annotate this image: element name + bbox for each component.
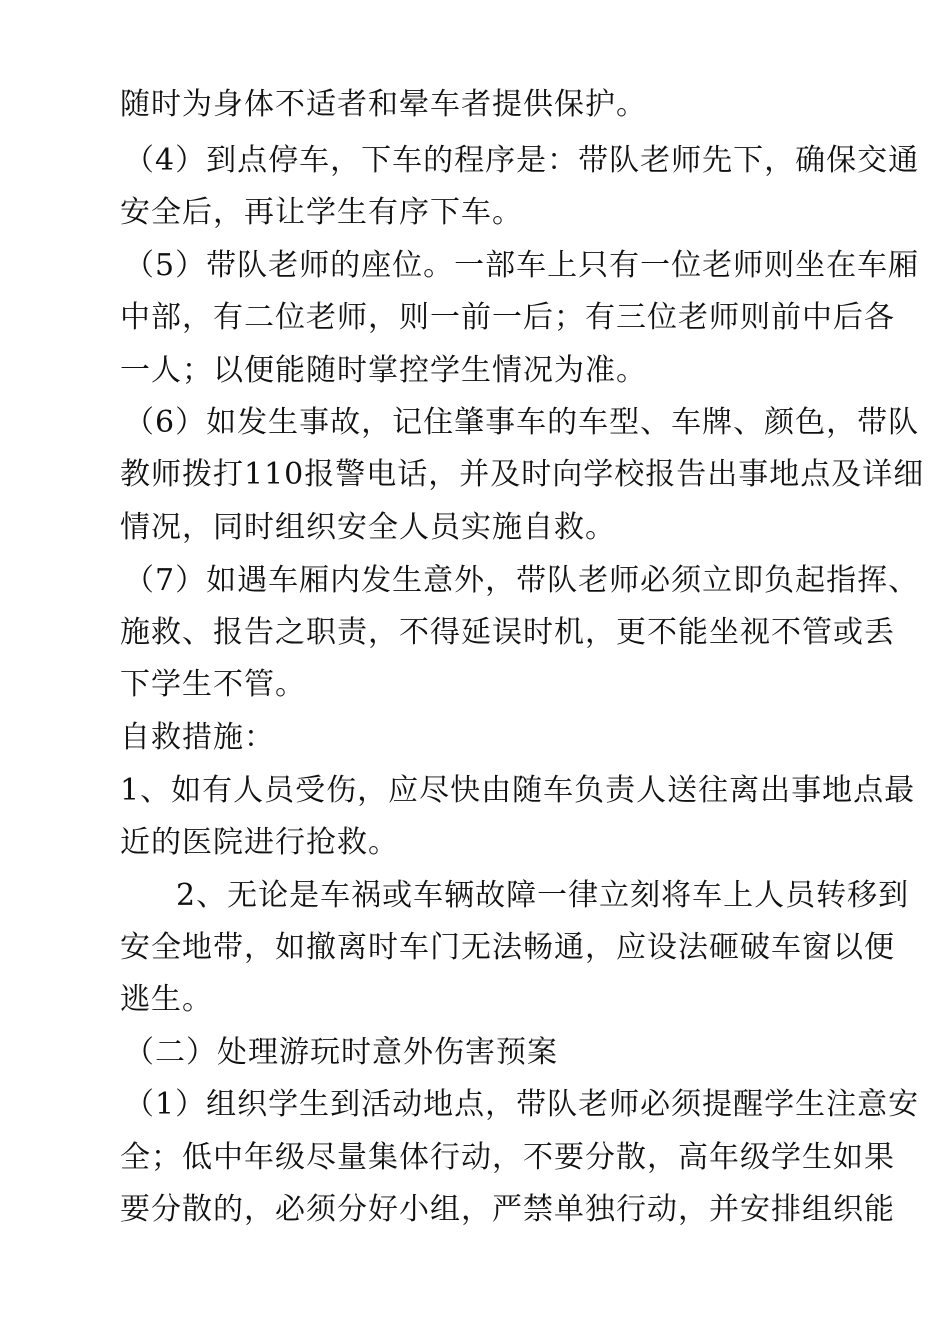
- text-line-1: 随时为身体不适者和晕车者提供保护。: [120, 87, 647, 122]
- text-line-10: （7）如遇车厢内发生意外，带队老师必须立即负起指挥、: [124, 563, 920, 598]
- text-line-20: （1）组织学生到活动地点，带队老师必须提醒学生注意安: [124, 1087, 920, 1122]
- text-line-16: 2、无论是车祸或车辆故障一律立刻将车上人员转移到: [176, 878, 910, 913]
- text-line-14: 1、如有人员受伤，应尽快由随车负责人送往离出事地点最: [120, 773, 916, 808]
- text-line-17: 安全地带，如撤离时车门无法畅通，应设法砸破车窗以便: [120, 930, 895, 965]
- text-line-6: 一人；以便能随时掌控学生情况为准。: [120, 353, 647, 388]
- text-line-5: 中部，有二位老师，则一前一后；有三位老师则前中后各: [120, 300, 895, 335]
- text-line-3: 安全后，再让学生有序下车。: [120, 195, 523, 230]
- text-line-15: 近的医院进行抢救。: [120, 825, 399, 860]
- text-line-11: 施救、报告之职责，不得延误时机，更不能坐视不管或丢: [120, 615, 895, 650]
- text-line-4: （5）带队老师的座位。一部车上只有一位老师则坐在车厢: [124, 248, 920, 283]
- text-line-9: 情况，同时组织安全人员实施自救。: [120, 510, 616, 545]
- text-line-21: 全；低中年级尽量集体行动，不要分散，高年级学生如果: [120, 1140, 895, 1175]
- text-line-8: 教师拨打110报警电话，并及时向学校报告出事地点及详细: [120, 457, 925, 492]
- section-heading-2: （二）处理游玩时意外伤害预案: [124, 1035, 558, 1070]
- text-line-18: 逃生。: [120, 982, 213, 1017]
- text-line-2: （4）到点停车，下车的程序是：带队老师先下，确保交通: [124, 143, 920, 178]
- text-line-22: 要分散的，必须分好小组，严禁单独行动，并安排组织能: [120, 1192, 895, 1227]
- text-line-12: 下学生不管。: [120, 667, 306, 702]
- section-heading-self-rescue: 自救措施：: [120, 720, 275, 755]
- text-line-7: （6）如发生事故，记住肇事车的车型、车牌、颜色，带队: [124, 405, 920, 440]
